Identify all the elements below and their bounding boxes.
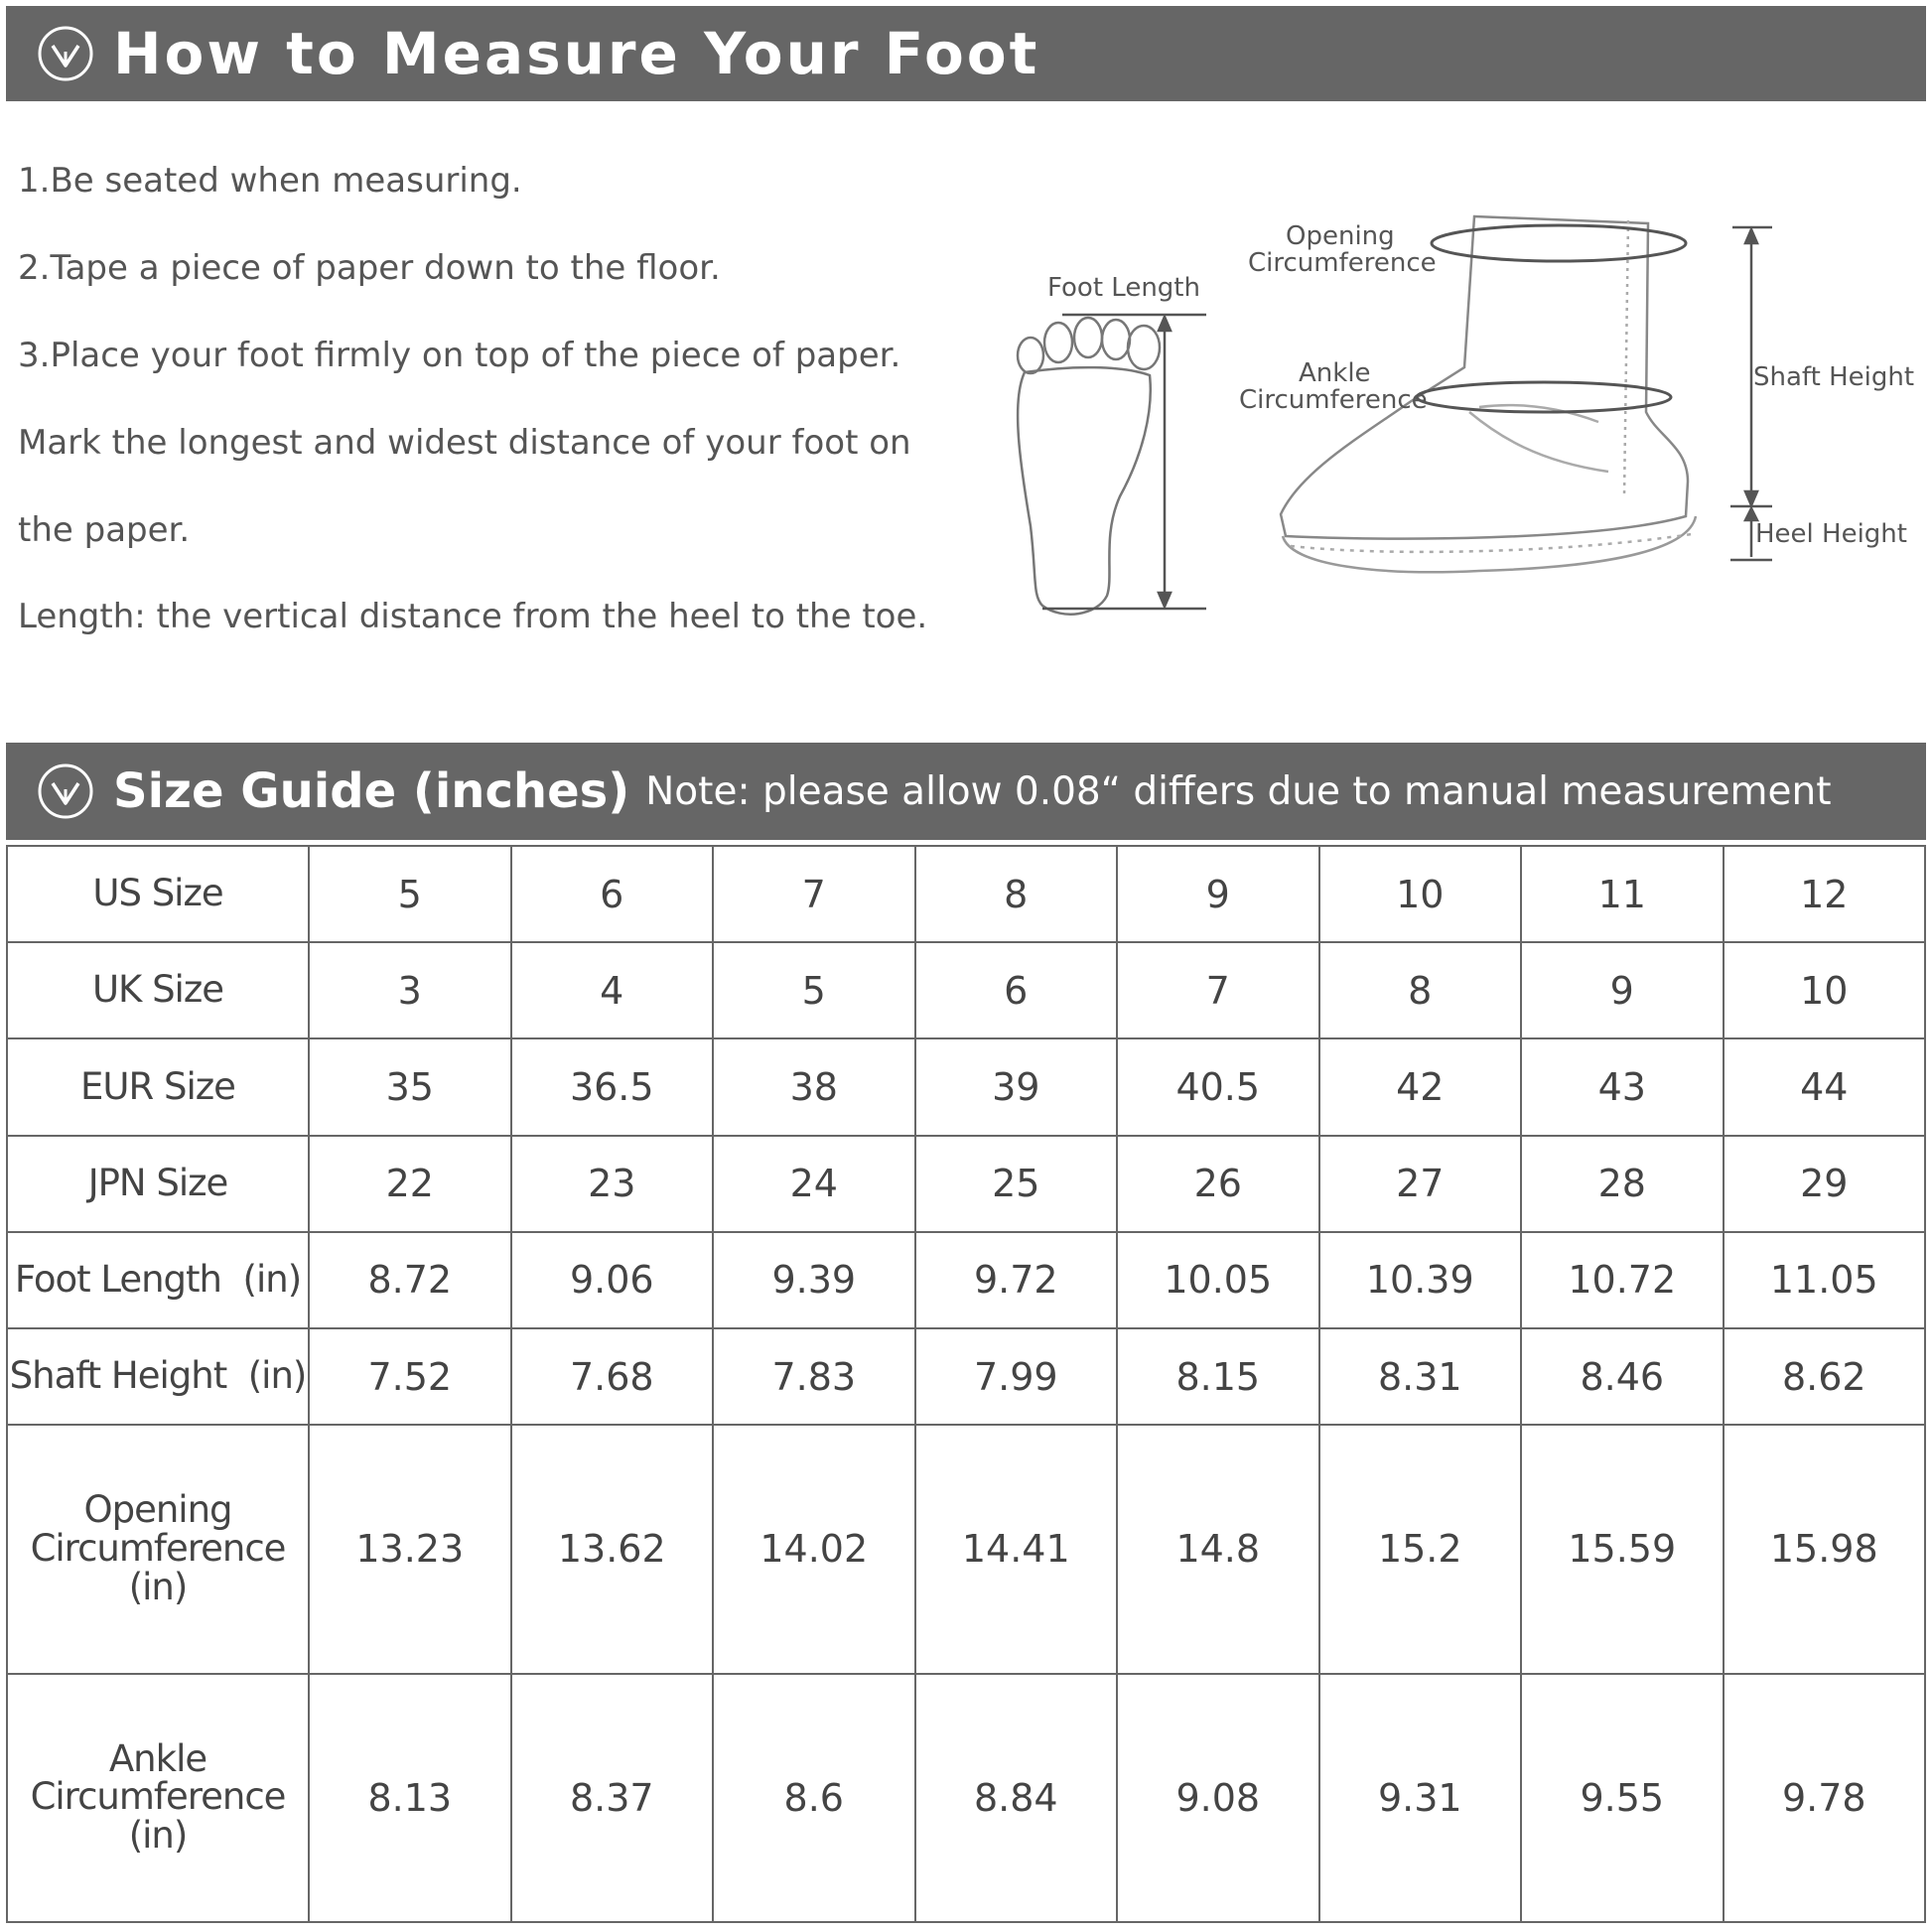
heel-height-label: Heel Height <box>1755 519 1907 549</box>
table-cell: 10 <box>1724 942 1926 1038</box>
table-cell: 35 <box>309 1038 511 1135</box>
table-cell: 8.72 <box>309 1232 511 1328</box>
table-cell: 26 <box>1117 1136 1319 1232</box>
table-row <box>7 846 1925 942</box>
table-cell: 9 <box>1521 942 1724 1038</box>
instruction-line: Length: the vertical distance from the heel to the toe. <box>18 597 928 636</box>
table-cell: 15.98 <box>1724 1425 1926 1673</box>
table-cell: 27 <box>1319 1136 1522 1232</box>
table-cell: 8 <box>915 846 1118 942</box>
size-guide-banner <box>6 743 1926 840</box>
table-cell: 10.05 <box>1117 1232 1319 1328</box>
table-cell: 15.59 <box>1521 1425 1724 1673</box>
table-cell: 7.52 <box>309 1328 511 1425</box>
table-cell: 8.84 <box>915 1674 1118 1922</box>
table-cell: 36.5 <box>511 1038 714 1135</box>
table-cell: 6 <box>511 846 714 942</box>
row-header-line: Circumference (in) <box>30 1775 286 1858</box>
row-header: Foot Length (in) <box>7 1232 309 1328</box>
row-header: Shaft Height (in) <box>7 1328 309 1425</box>
table-row <box>7 1328 1925 1425</box>
row-header: UK Size <box>7 942 309 1038</box>
instruction-line: 3.Place your foot firmly on top of the piece of paper. <box>18 336 901 375</box>
table-cell: 7.68 <box>511 1328 714 1425</box>
table-cell: 11.05 <box>1724 1232 1926 1328</box>
table-cell: 28 <box>1521 1136 1724 1232</box>
table-cell: 9.08 <box>1117 1674 1319 1922</box>
row-header-line: Opening <box>83 1488 232 1532</box>
table-cell: 42 <box>1319 1038 1522 1135</box>
row-header: US Size <box>7 846 309 942</box>
size-guide-title: Size Guide (inches) <box>113 763 630 819</box>
table-row <box>7 1232 1925 1328</box>
table-cell: 44 <box>1724 1038 1926 1135</box>
instruction-line: the paper. <box>18 510 191 550</box>
table-cell: 9.39 <box>713 1232 915 1328</box>
table-cell: 9 <box>1117 846 1319 942</box>
table-cell: 14.41 <box>915 1425 1118 1673</box>
row-header <box>7 1425 309 1673</box>
table-row <box>7 1425 1925 1673</box>
table-row <box>7 1136 1925 1232</box>
table-cell: 39 <box>915 1038 1118 1135</box>
table-cell: 9.78 <box>1724 1674 1926 1922</box>
opening-label-line2: Circumference <box>1248 248 1437 278</box>
table-cell: 13.23 <box>309 1425 511 1673</box>
table-cell: 22 <box>309 1136 511 1232</box>
table-cell: 10.39 <box>1319 1232 1522 1328</box>
instruction-line: Mark the longest and widest distance of your foot on <box>18 423 911 463</box>
table-cell: 7 <box>1117 942 1319 1038</box>
chevron-down-circle-icon <box>36 761 95 821</box>
table-cell: 4 <box>511 942 714 1038</box>
table-cell: 13.62 <box>511 1425 714 1673</box>
table-cell: 43 <box>1521 1038 1724 1135</box>
table-cell: 14.8 <box>1117 1425 1319 1673</box>
ankle-label-line2: Circumference <box>1239 385 1428 415</box>
table-cell: 40.5 <box>1117 1038 1319 1135</box>
row-header: EUR Size <box>7 1038 309 1135</box>
size-table <box>6 845 1926 1923</box>
table-cell: 3 <box>309 942 511 1038</box>
ankle-label-line1: Ankle <box>1299 358 1371 388</box>
table-cell: 8.13 <box>309 1674 511 1922</box>
table-cell: 38 <box>713 1038 915 1135</box>
table-cell: 14.02 <box>713 1425 915 1673</box>
table-cell: 8.15 <box>1117 1328 1319 1425</box>
instruction-line: 1.Be seated when measuring. <box>18 161 522 201</box>
table-cell: 5 <box>309 846 511 942</box>
table-cell: 6 <box>915 942 1118 1038</box>
row-header <box>7 1674 309 1922</box>
opening-label-line1: Opening <box>1286 221 1395 251</box>
table-cell: 9.72 <box>915 1232 1118 1328</box>
table-cell: 8.46 <box>1521 1328 1724 1425</box>
table-cell: 8 <box>1319 942 1522 1038</box>
table-row <box>7 1038 1925 1135</box>
foot-outline-icon <box>1018 318 1160 615</box>
table-cell: 24 <box>713 1136 915 1232</box>
table-cell: 29 <box>1724 1136 1926 1232</box>
table-cell: 7 <box>713 846 915 942</box>
row-header-line: Ankle <box>108 1736 207 1780</box>
table-cell: 10 <box>1319 846 1522 942</box>
table-cell: 9.31 <box>1319 1674 1522 1922</box>
table-cell: 8.62 <box>1724 1328 1926 1425</box>
table-cell: 7.83 <box>713 1328 915 1425</box>
table-cell: 5 <box>713 942 915 1038</box>
table-cell: 12 <box>1724 846 1926 942</box>
measurement-diagram <box>1003 199 1926 635</box>
table-cell: 23 <box>511 1136 714 1232</box>
table-cell: 8.37 <box>511 1674 714 1922</box>
size-guide-note: Note: please allow 0.08“ differs due to manual measurement <box>645 768 1832 814</box>
table-cell: 11 <box>1521 846 1724 942</box>
chevron-down-circle-icon <box>36 24 95 83</box>
measure-banner <box>6 6 1926 101</box>
measure-title: How to Measure Your Foot <box>113 20 1040 87</box>
instruction-line: 2.Tape a piece of paper down to the floor. <box>18 248 721 288</box>
table-cell: 8.31 <box>1319 1328 1522 1425</box>
table-row <box>7 942 1925 1038</box>
table-cell: 7.99 <box>915 1328 1118 1425</box>
row-header-line: Circumference (in) <box>30 1526 286 1608</box>
table-cell: 9.55 <box>1521 1674 1724 1922</box>
table-cell: 10.72 <box>1521 1232 1724 1328</box>
table-row <box>7 1674 1925 1922</box>
shaft-height-label: Shaft Height <box>1753 362 1915 392</box>
table-cell: 8.6 <box>713 1674 915 1922</box>
foot-length-label: Foot Length <box>1047 273 1200 303</box>
table-cell: 9.06 <box>511 1232 714 1328</box>
table-cell: 25 <box>915 1136 1118 1232</box>
row-header: JPN Size <box>7 1136 309 1232</box>
table-cell: 15.2 <box>1319 1425 1522 1673</box>
